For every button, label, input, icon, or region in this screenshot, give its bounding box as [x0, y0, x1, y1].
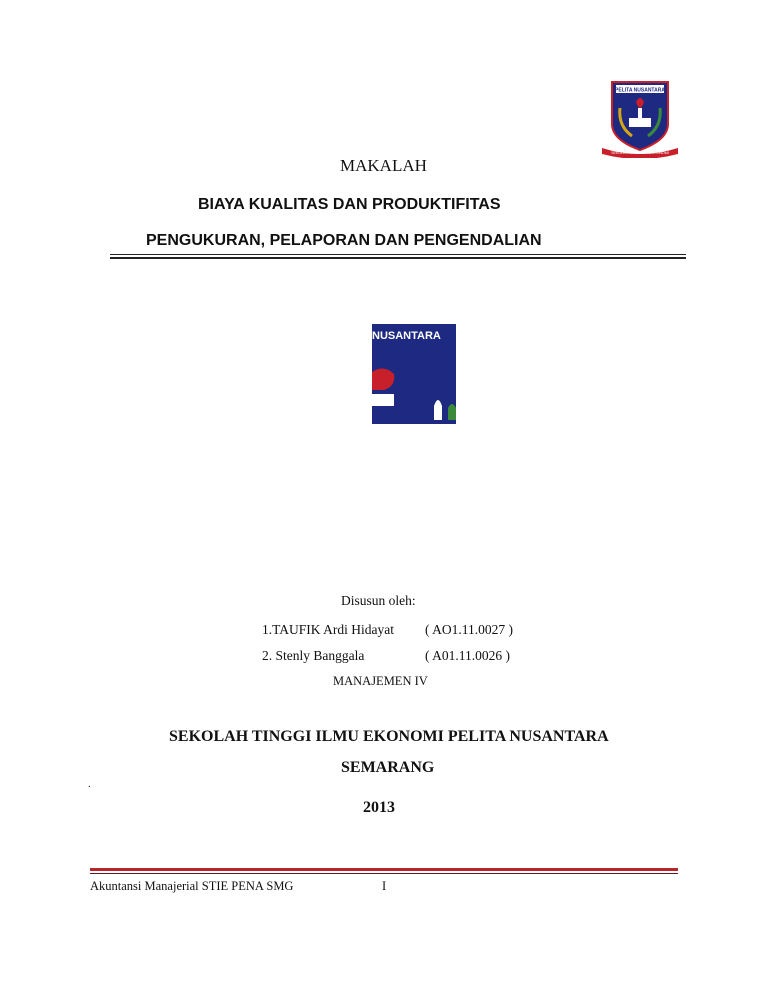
title-divider-top — [110, 254, 686, 255]
footer-rule — [90, 868, 678, 871]
footer-page-number: I — [382, 879, 387, 893]
author-1-id: ( AO1.11.0027 ) — [425, 622, 513, 637]
author-2-id: ( A01.11.0026 ) — [425, 648, 510, 663]
author-2-name: 2. Stenly Banggala — [262, 648, 365, 663]
crest-banner-text: PELITA NUSANTARA — [615, 87, 665, 94]
inner-logo-text: NUSANTARA — [372, 330, 441, 342]
title-divider-bottom — [110, 257, 686, 259]
inner-logo-graphic — [372, 324, 456, 424]
publication-year: 2013 — [363, 799, 395, 816]
title-line-1: BIAYA KUALITAS DAN PRODUKTIFITAS — [198, 196, 501, 213]
crest-ribbon-text: SEKOLAH TINGGI ILMU EKONOMI — [611, 151, 669, 155]
college-crest-logo — [598, 78, 682, 158]
footer-text: Akuntansi Manajerial STIE PENA SMG — [90, 879, 294, 893]
author-1-name: 1.TAUFIK Ardi Hidayat — [262, 622, 395, 637]
department-label: MANAJEMEN IV — [333, 674, 428, 688]
inner-logo — [372, 324, 456, 424]
institution-name: SEKOLAH TINGGI ILMU EKONOMI PELITA NUSANTARA — [169, 728, 609, 745]
prepared-by-label: Disusun oleh: — [341, 593, 416, 608]
title-line-2: PENGUKURAN, PELAPORAN DAN PENGENDALIAN — [146, 232, 542, 249]
footer-rule-thin — [90, 873, 678, 874]
institution-city: SEMARANG — [341, 759, 435, 776]
document-type: MAKALAH — [340, 156, 427, 175]
stray-mark: . — [88, 779, 91, 790]
